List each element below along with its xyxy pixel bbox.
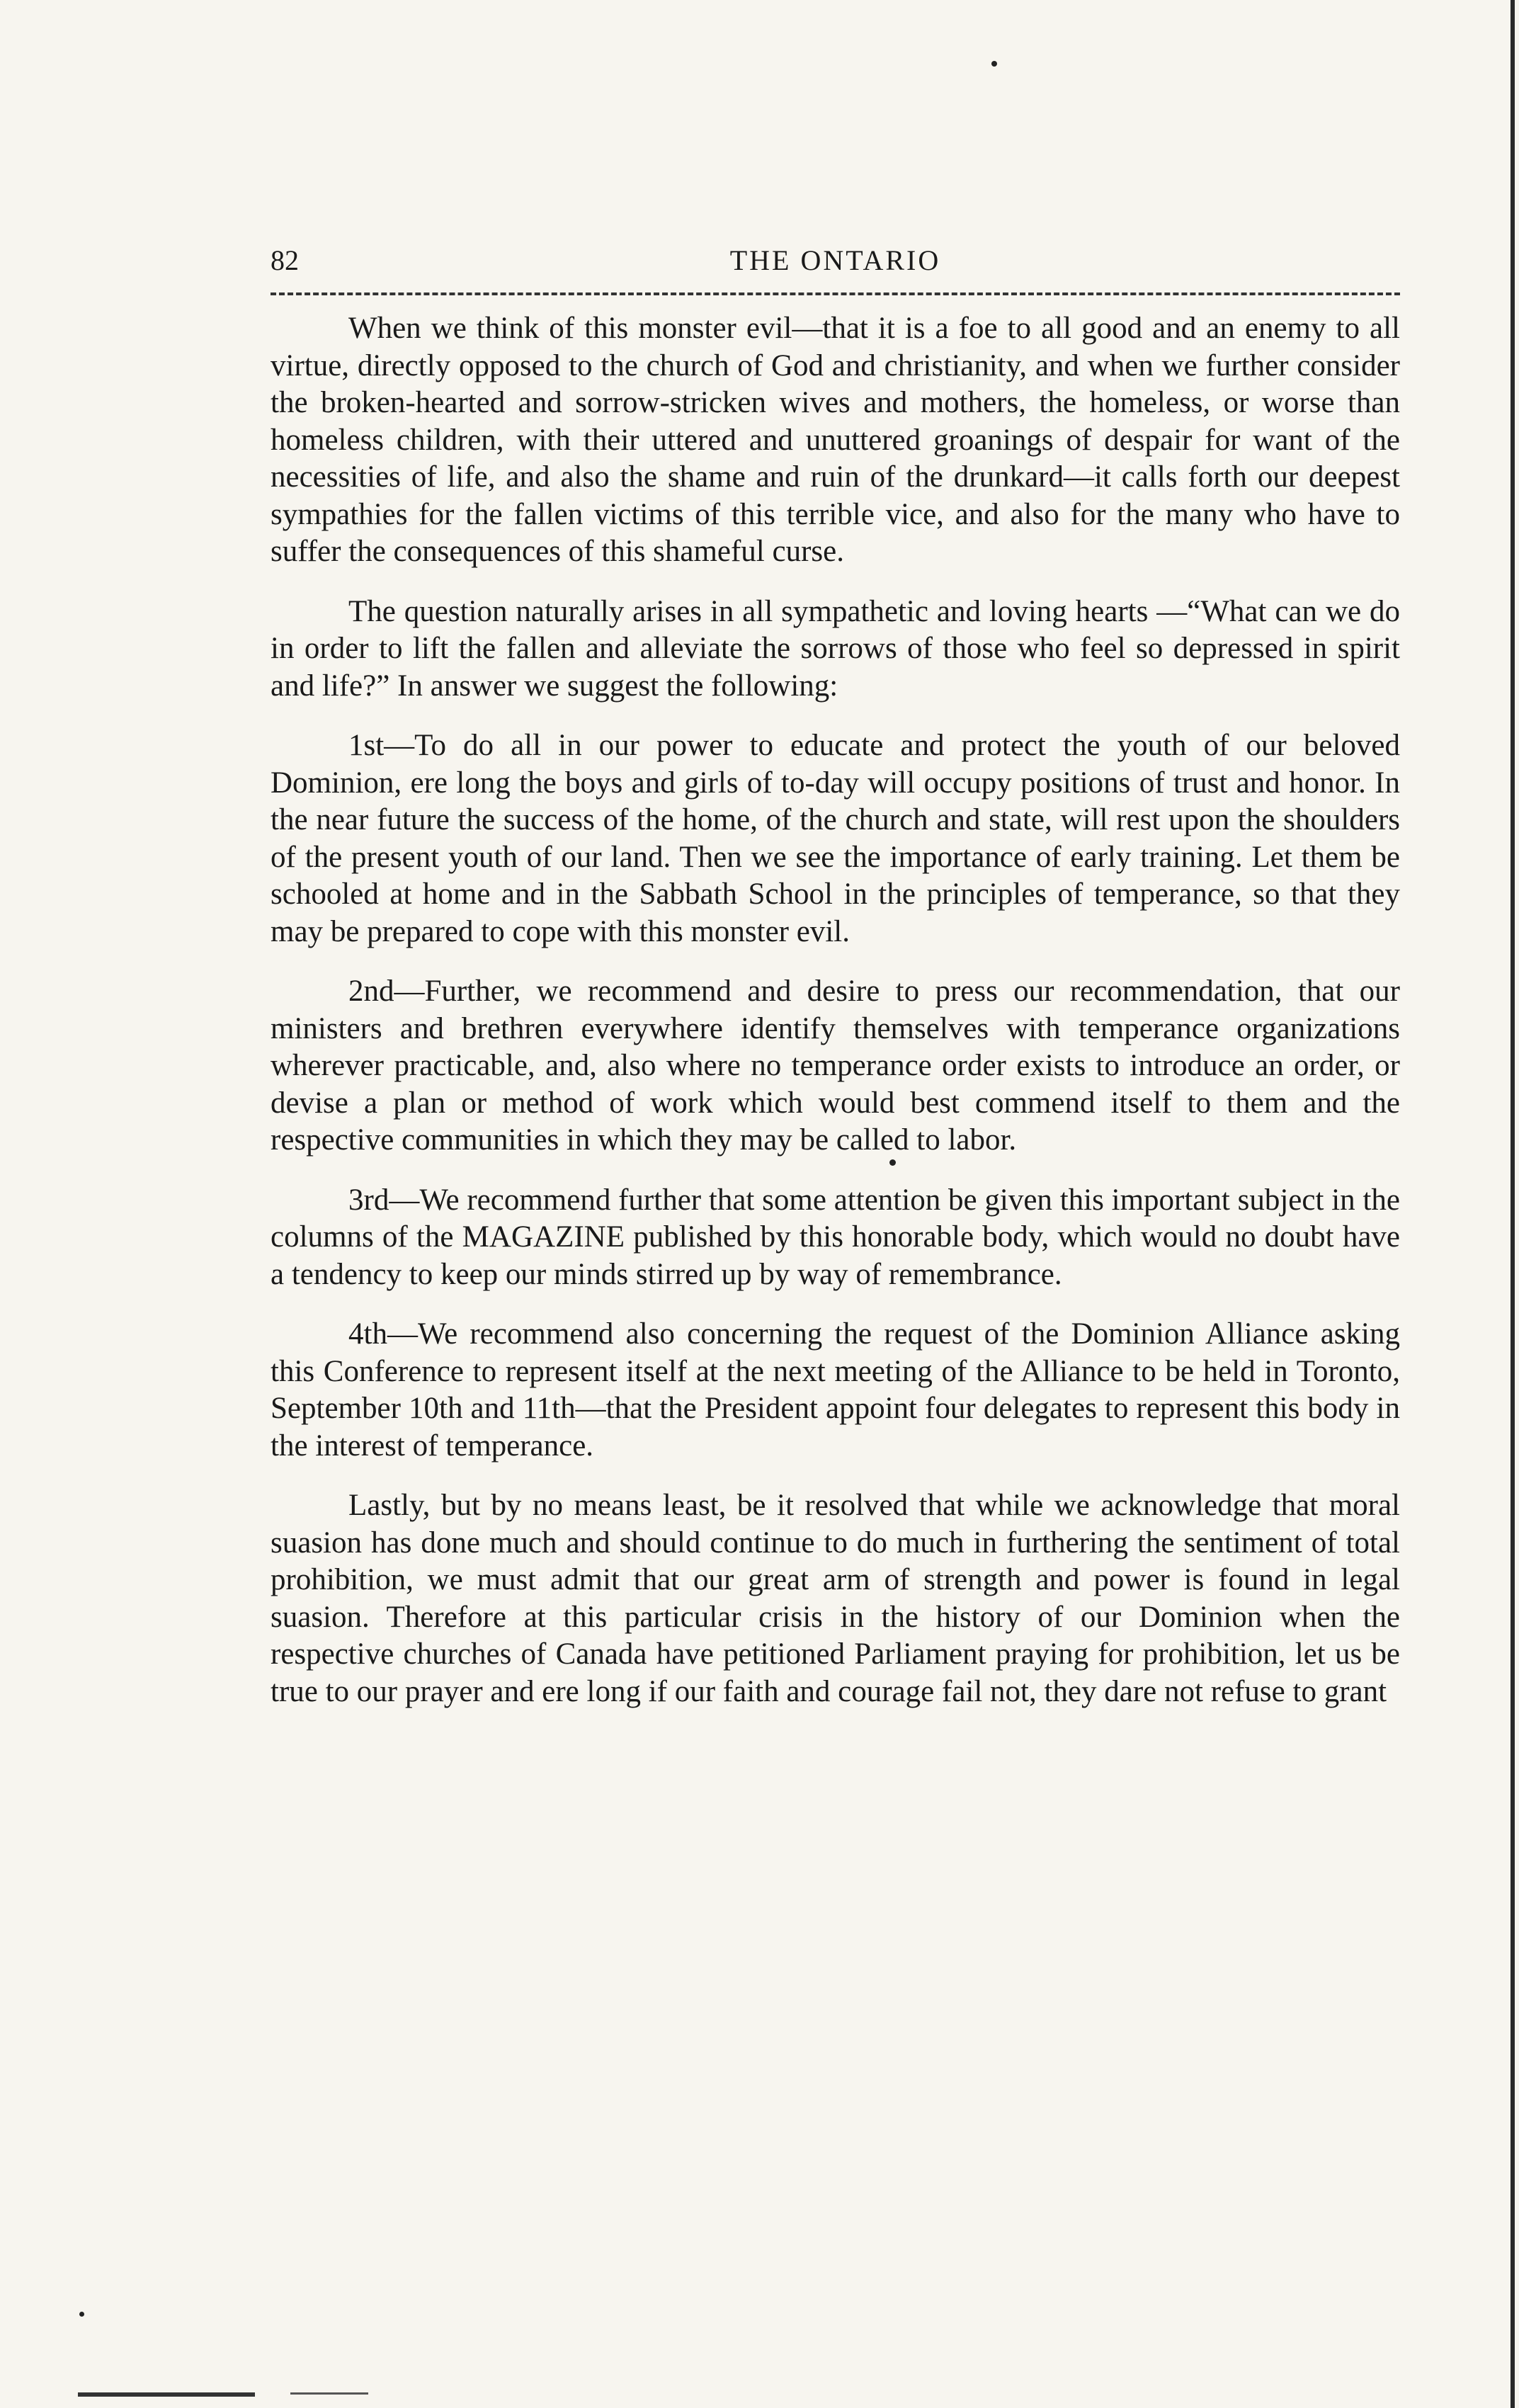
paragraph-intro: When we think of this monster evil—that it is a foe to all good and an enemy to all virtue, directly opposed to the church of God and christianity, and when we further consider the broken-hearted and sorrow-stricken wives and mothers, the homeless, or worse than homeless children, with their uttered and unuttered groanings of despair for want of the necessities of life, and also the shame and ruin of the drunkard—it calls forth our deepest sympathies for the fallen victims of this terrible vice, and also for the many who have to suffer the consequences of this shameful curse. bbox=[271, 312, 1400, 568]
paragraph-resolution: Lastly, but by no means least, be it resolved that while we acknowledge that moral suasion has done much and should continue to do much in furthering the sentiment of total prohibition, we must admit that our great arm of strength and power is found in legal suasion. Therefore at this particular crisis in the history of our Dominion when the respective churches of Canada have petitioned Parliament praying for prohibition, let us be true to our prayer and ere long if our faith and courage fail not, they dare not refuse to grant bbox=[271, 1489, 1400, 1708]
paragraph-fourth-recommendation: 4th—We recommend also concerning the request of the Dominion Alliance asking this Conference to represent itself at the next meeting of the Alliance to be held in Toronto, September 10th and 11th—that the President appoint four delegates to represent this body in the interest of temperance. bbox=[271, 1317, 1400, 1463]
ink-speck bbox=[991, 61, 997, 67]
paragraph-first-recommendation: 1st—To do all in our power to educate and protect the youth of our beloved Dominion, ere long the boys and girls of to-day will occupy positions of trust and honor. In the near future the success of the home, of the church and state, will rest upon the shoulders of the present youth of our land. Then we see the importance of early training. Let them be schooled at home and in the Sabbath School in the principles of temperance, so that they may be prepared to cope with this monster evil. bbox=[271, 729, 1400, 948]
paragraph-question: The question naturally arises in all sympathetic and loving hearts —“What can we do in order to lift the fallen and alleviate the sorrows of those who feel so depressed in spirit and life?” In answer we suggest the following: bbox=[271, 594, 1400, 703]
footer-mark bbox=[78, 2392, 255, 2397]
page-header bbox=[271, 239, 1400, 289]
running-title: THE ONTARIO bbox=[729, 244, 941, 276]
body-text bbox=[271, 310, 1400, 1710]
page-edge-shadow bbox=[1511, 0, 1515, 2408]
ink-speck bbox=[79, 2312, 84, 2317]
header-rule bbox=[271, 293, 1400, 295]
paragraph-third-recommendation: 3rd—We recommend further that some attention be given this important subject in the columns of the MAGAZINE published by this honorable body, which would no doubt have a tendency to keep our minds stirred up by way of remembrance. bbox=[271, 1183, 1400, 1291]
footer-mark bbox=[290, 2392, 368, 2395]
paragraph-second-recommendation: 2nd—Further, we recommend and desire to press our recommendation, that our ministers and brethren everywhere identify themselves with temperance organizations wherever practicable, and, also where no temperance order exists to introduce an order, or devise a plan or method of work which would best commend itself to them and the respective communities in which they may be called to labor. bbox=[271, 975, 1400, 1157]
page-number: 82 bbox=[271, 244, 299, 276]
